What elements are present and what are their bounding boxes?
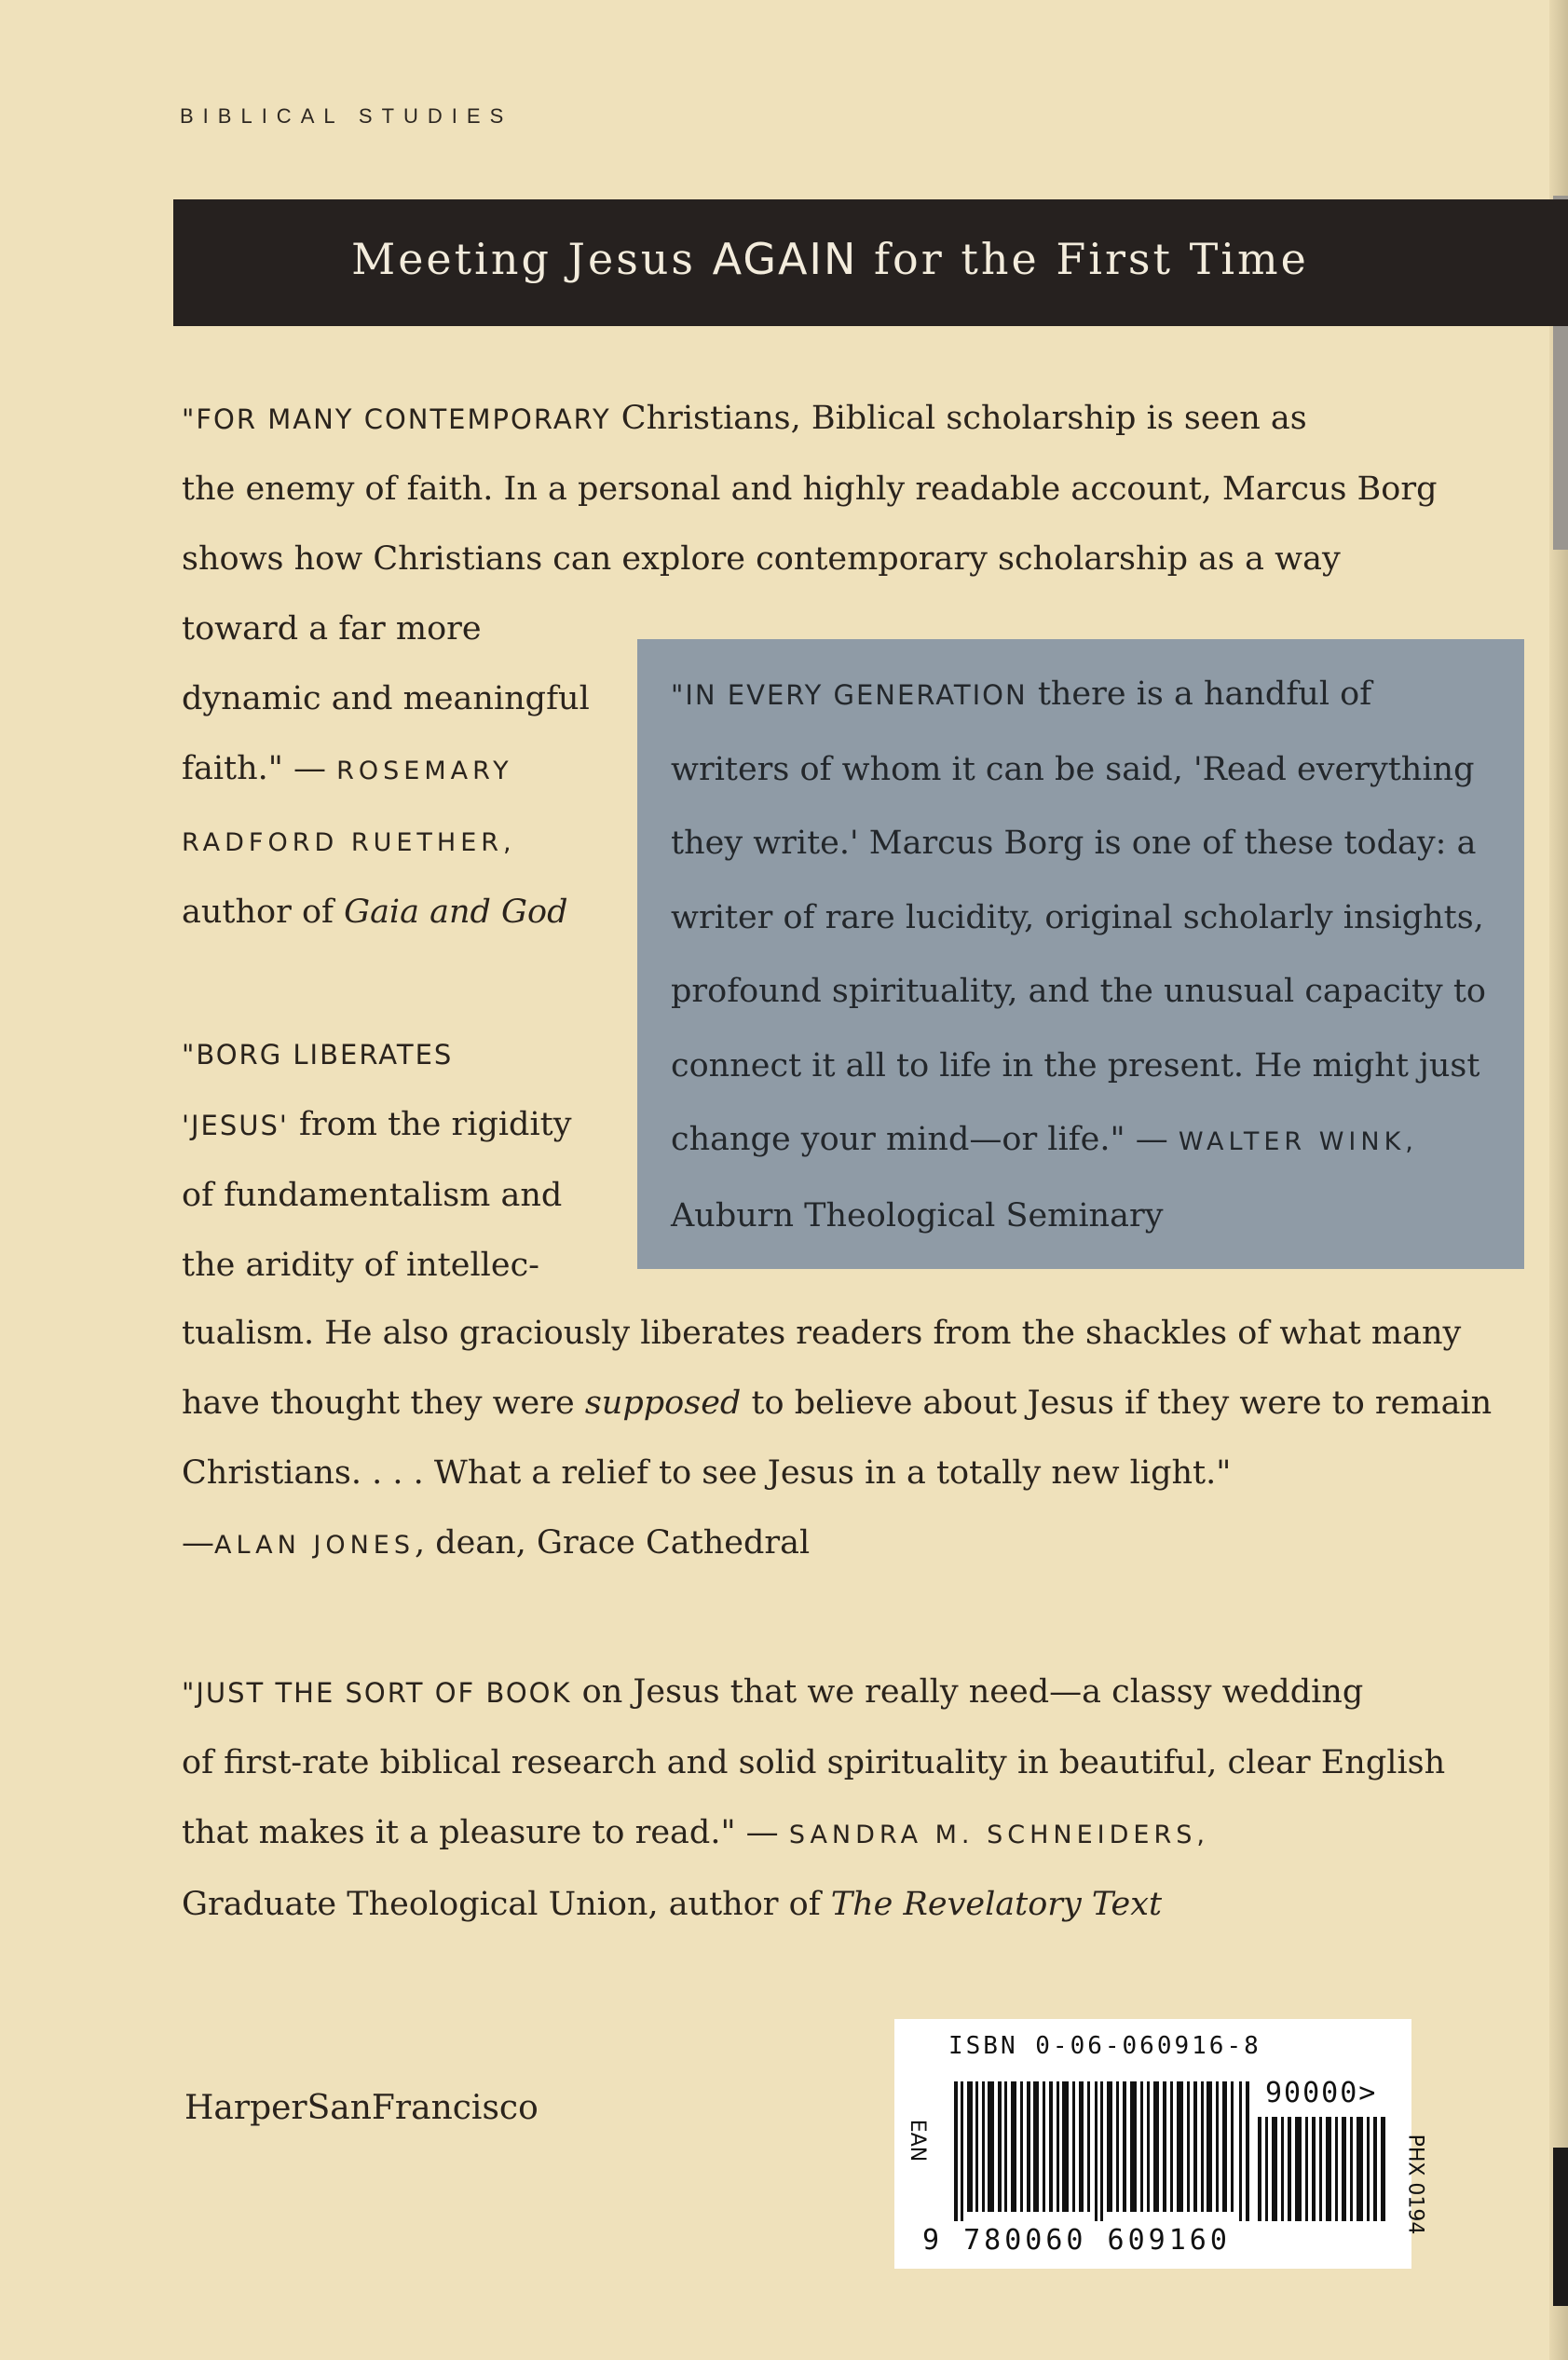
quote-line: connect it all to life in the present. He might just — [671, 1046, 1480, 1085]
product-code: PHX 0194 — [1403, 2134, 1427, 2235]
quote-text: Christians, Biblical scholarship is seen as — [610, 400, 1307, 437]
quote-box-wink — [637, 639, 1524, 1269]
quote-text: Graduate Theological Union, author of — [182, 1886, 831, 1923]
quote-text: on Jesus that we really need—a classy wedding — [571, 1673, 1364, 1711]
quote-text: change your mind—or life." — — [671, 1121, 1179, 1158]
quote-line — [182, 1657, 1445, 1728]
quote-lead-caps: "JUST THE SORT OF BOOK — [182, 1677, 572, 1709]
quote-line — [182, 1798, 1445, 1870]
quote-line — [182, 1019, 571, 1090]
quote-text: from the rigidity — [288, 1106, 572, 1143]
quote-line — [671, 1103, 1486, 1180]
category-label: BIBLICAL STUDIES — [180, 104, 513, 128]
book-title — [173, 234, 1487, 284]
quote-line: tualism. He also graciously liberates readers from the shackles of what many — [182, 1315, 1462, 1352]
quote-line: writer of rare lucidity, original scholarly insights, — [671, 898, 1484, 936]
quote-line: dynamic and meaningful — [182, 680, 590, 717]
quote-lead-caps: "BORG LIBERATES — [182, 1039, 454, 1071]
quote-line — [182, 1369, 1492, 1439]
barcode-panel — [894, 2019, 1427, 2269]
book-reference: The Revelatory Text — [830, 1886, 1163, 1923]
quote-line: they write.' Marcus Borg is one of these today: a — [671, 825, 1477, 862]
quote-schneiders — [182, 1657, 1445, 1940]
quote-text: , dean, Grace Cathedral — [415, 1524, 811, 1562]
title-part1: Meeting Jesus — [351, 234, 713, 284]
quote-text: have thought they were — [182, 1385, 585, 1422]
attribution-name: SANDRA M. SCHNEIDERS, — [788, 1821, 1209, 1849]
attribution-name: ROSEMARY — [336, 757, 513, 785]
quote-line: profound spirituality, and the unusual capacity to — [671, 973, 1486, 1010]
emphasis-word: supposed — [584, 1385, 742, 1422]
quote-text: that makes it a pleasure to read." — — [182, 1814, 789, 1851]
quote-text: to believe about Jesus if they were to remain — [741, 1385, 1493, 1422]
quote-text: — — [182, 1524, 214, 1562]
quote-line — [182, 1090, 571, 1161]
quote-line: of fundamentalism and — [182, 1177, 563, 1214]
quote-lead-caps: "FOR MANY CONTEMPORARY — [182, 403, 611, 435]
title-emphasis: AGAIN — [712, 234, 858, 284]
quote-line: writers of whom it can be said, 'Read everything — [671, 750, 1475, 788]
quote-line — [182, 384, 1437, 455]
quote-text: there is a handful of — [1027, 675, 1372, 713]
quote-line: the enemy of faith. In a personal and highly readable account, Marcus Borg — [182, 471, 1438, 508]
quote-line: Christians. . . . What a relief to see Jesus in a totally new light." — [182, 1454, 1232, 1492]
attribution-name: ALAN JONES — [214, 1531, 415, 1560]
price-code: 90000> — [1265, 2077, 1378, 2109]
attribution-name: WALTER WINK, — [1178, 1127, 1418, 1156]
addon-barcode-bars — [1258, 2117, 1388, 2221]
quote-text: faith." — — [182, 750, 337, 787]
quote-line — [671, 658, 1486, 733]
quote-line — [182, 1508, 1492, 1580]
quote-line: shows how Christians can explore contemporary scholarship as a way — [182, 540, 1341, 578]
isbn-number: ISBN 0-06-060916-8 — [948, 2032, 1261, 2060]
quote-jones-column — [182, 1019, 571, 1301]
quote-line: of first-rate biblical research and solid spirituality in beautiful, clear English — [182, 1744, 1446, 1781]
quote-line: Auburn Theological Seminary — [671, 1196, 1164, 1235]
title-band — [173, 199, 1568, 326]
ean-label: EAN — [906, 2119, 930, 2162]
boxed-quote-text — [671, 658, 1486, 1253]
quote-lead-caps: 'JESUS' — [182, 1110, 289, 1141]
barcode-bars — [954, 2081, 1252, 2221]
quote-jones-full — [182, 1299, 1492, 1580]
quote-lead-caps: "IN EVERY GENERATION — [671, 679, 1028, 711]
edge-tick-bottom — [1553, 2148, 1568, 2306]
quote-line — [182, 1870, 1445, 1940]
quote-line: the aridity of intellec- — [182, 1247, 539, 1284]
quote-line: toward a far more — [182, 610, 482, 648]
publisher-name: HarperSanFrancisco — [184, 2089, 539, 2127]
quote-text: author of — [182, 894, 345, 931]
title-part2: for the First Time — [857, 234, 1309, 284]
ean-digits: 9 780060 609160 — [922, 2224, 1231, 2257]
attribution-name: RADFORD RUETHER, — [182, 828, 516, 857]
book-reference: Gaia and God — [344, 894, 568, 931]
